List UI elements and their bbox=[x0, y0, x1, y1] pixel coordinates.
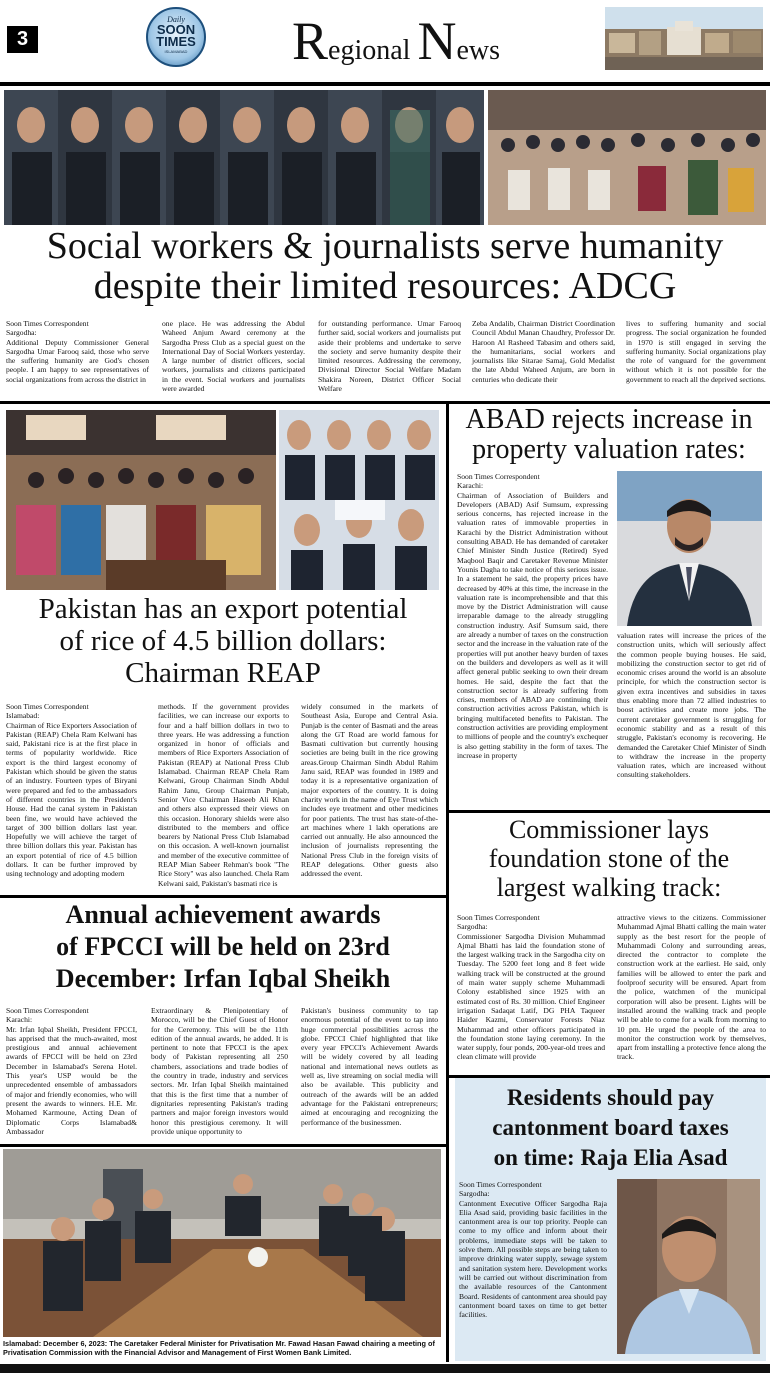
article4-col1 bbox=[457, 913, 605, 1062]
article5-headline-line1: Annual achievement awards bbox=[65, 900, 381, 929]
article1-text-col1: Additional Deputy Commissioner General Sargodha Umar Farooq said, those who serve the suffering humanity are God's chosen people. I am happy to see representatives of social organizations from across the district in bbox=[6, 337, 149, 384]
article3-headline-line1: ABAD rejects increase in bbox=[465, 404, 753, 435]
article6-byline: Soon Times Correspondent bbox=[459, 1180, 542, 1189]
article4-headline bbox=[452, 815, 766, 902]
article1-col3: for outstanding performance. Umar Farooq further said, social workers and journalists put aside their problems and undertake to serve the society and serve humanity despite their limited resources. Addressing the ceremony, Divisional Director Social Welfare Madam Shakira Noreen, District Officer Social Welfare bbox=[318, 319, 461, 394]
article1-col2: one place. He was addressing the Abdul Waheed Anjum Award ceremony at the Sargodha Press Club as a special guest on the International Day of Social Workers yesterday. A large number of district officers, social workers, journalists and citizens participated in the event. Social workers and journalists were awarded bbox=[162, 319, 305, 394]
article4-headline-line1: Commissioner lays bbox=[508, 815, 710, 844]
reap-officials-photo bbox=[279, 410, 439, 590]
article3-byline: Soon Times Correspondent bbox=[457, 472, 540, 481]
article1-col4: Zeba Andalib, Chairman District Coordination Council Abdul Manan Chaudhry, Professor Dr. Haroon Al Rasheed Tabasim and others said, the humanitarians, social workers and journalists like Sitarae Samaj, Gold Medalist the late Abdul Waheed Anjum, are born in centuries who dedicate their bbox=[472, 319, 615, 384]
article3-col2: valuation rates will increase the prices of the construction units, which will seriously affect the common people buying houses. He said, mobilizing the construction sector to get rid of economic crises around the world is an absolute principle, for which the construction sector is given extra incentives and subsidies in taxes thus enabling more than 72 allied industries to boost activities and create more jobs. The current caretaker government is struggling for economic stability and as a result of this struggle, Pakistan's economy is recovering. He demanded the Caretaker Chief Minister of Sindh to withdraw the increase in the property valuation rates, which are increased without consulting stakeholders. bbox=[617, 631, 766, 780]
asif-sumsum-portrait bbox=[617, 471, 762, 626]
article2-byline: Soon Times Correspondent bbox=[6, 702, 89, 711]
article3-dateline: Karachi: bbox=[457, 481, 484, 491]
article2-text-col1: Chairman of Rice Exporters Association of Pakistan (REAP) Chela Ram Kelwani has said, Pakistani rice is at the first place in terms of popularity worldwide. Rice export is the third largest economy of Pakistan which should be given the status of an industry. Fourteen types of Biryani were prepared and fed to the ambassadors of different countries in the President's House. Had the canal system in Pakistan been fine, we would have achieved the target of 300 billion dollars last year. Hopefully we will achieve the target of three billion dollars this year. Pakistan has an export potential of rice of 4.5 billion dollars. It can be further improved by using technology and adopting modern bbox=[6, 720, 137, 879]
article1-headline-line1: Social workers & journalists serve humanity bbox=[46, 225, 724, 267]
newspaper-logo bbox=[146, 7, 206, 67]
article3-headline-line2: property valuation rates: bbox=[472, 434, 746, 465]
article2-col2: methods. If the government provides facilities, we can increase our exports to four and a half billion dollars in two to three years. He was addressing a function organized in honor of officials and members of Rice Exporters Association of Pakistan (REAP) at National Press Club Islamabad. Chairman REAP Chela Ram Kelwani, Group Chairman Sindh Abdul Rahim Janu, Group Chairman Punjab, Senior Vice Chairman Haseeb Ali Khan and others also expressed their views on this occasion. Honorary shields were also distributed to the members and office bearers by National Press Club Islamabad on this occasion. A well-known journalist and member of the executive committee of REAP Mian Sabeer Rehman's book "The Rice Story" was also launched. Chela Ram Kelwani said, Pakistan's basmati rice is bbox=[158, 702, 289, 888]
article1-col5: lives to suffering humanity and social progress. The social organization he founded in 1970 is still engaged in serving the suffering humanity. Social organizations play the role of vanguard for the government without which it is not possible for the government to reach all the deprived sections. bbox=[626, 319, 766, 384]
rule-below-article2 bbox=[0, 895, 446, 898]
raja-elia-asad-portrait bbox=[617, 1179, 760, 1354]
article3-col1 bbox=[457, 472, 608, 760]
section-title-part2: ews bbox=[456, 35, 500, 66]
logo-daily: Daily bbox=[167, 15, 185, 24]
article5-col1 bbox=[6, 1006, 137, 1136]
article3-headline bbox=[452, 405, 766, 465]
logo-times: TIMES bbox=[156, 34, 196, 49]
article1-byline: Soon Times Correspondent bbox=[6, 319, 89, 328]
masthead-rule bbox=[0, 82, 770, 86]
article1-col1 bbox=[6, 319, 149, 384]
speakers-photo-strip bbox=[4, 90, 484, 225]
article4-col2: attractive views to the citizens. Commissioner Muhammad Ajmal Bhatti calling the main water supply as the best resort for the people of Muhammadi Colony and surrounding areas, directed the contractor to complete the construction work at the earliest. He said, only families will be allowed to enter the park and foolproof security will be ensured. Apart from the police, watchmen of the municipal corporation will also be present. Lights will be installed around the walking track and people will be able to come for a walk from morning to 10 pm. He urged the people of the area to monitor the construction work by themselves, apart from installing a protective fence along the track. bbox=[617, 913, 766, 1062]
column-divider bbox=[446, 404, 449, 1362]
article6-headline-line1: Residents should pay bbox=[506, 1085, 715, 1110]
reap-event-photo bbox=[6, 410, 276, 590]
section-title-part1: egional bbox=[328, 35, 418, 66]
article6-headline-line2: cantonment board taxes bbox=[492, 1115, 729, 1140]
article6-headline bbox=[458, 1083, 763, 1173]
photo-caption: Islamabad: December 6, 2023: The Caretaker Federal Minister for Privatisation Mr. Fawad Hasan Fawad chairing a meeting of Privatisation Commission with the Financial Advisor and Management of First Women Bank Limited. bbox=[3, 1339, 435, 1357]
privatisation-meeting-photo bbox=[3, 1149, 441, 1337]
page-number: 3 bbox=[7, 26, 38, 53]
article5-text-col1: Mr. Irfan Iqbal Sheikh, President FPCCI, has apprised that the much-awaited, most prestigious and annual achievement awards of FPCCI will be held on 23rd December in Islamabad's Serena Hotel. This year's USP would be the unprecedented ensemble of ambassadors of major and friendly economies, who will present the awards to winners. H.E. Mr. Mohamed Karmoune, Acting Dean of Diplomatic Corps Islamabad& Ambassador bbox=[6, 1024, 137, 1136]
article5-dateline: Karachi: bbox=[6, 1015, 33, 1025]
article4-dateline: Sargodha: bbox=[457, 922, 488, 932]
article4-byline: Soon Times Correspondent bbox=[457, 913, 540, 922]
article4-headline-line2: foundation stone of the bbox=[488, 844, 730, 873]
article2-col1 bbox=[6, 702, 137, 879]
article5-col3: Pakistan's business community to tap enormous potential of the event to tap into huge commercial possibilities across the globe. FPCCI Chief highlighted that like every year FPCCI's Achievement Awards will be widely covered by all leading national and international news outlets as well as, live streaming on social media will also be available. This publicity and outreach of the awards will be an added advantage for the Pakistani entrepreneurs; aimed at encouraging and recognizing the performance of the businessmen. bbox=[301, 1006, 438, 1127]
article6-text: Cantonment Executive Officer Sargodha Raja Elia Asad said, providing basic facilities in the cantonment area is our top priority. People can come to my office and inform about their problems, immediate steps will be taken to solve them. All possible steps are being taken to improve drinking water supply, sewage system and sanitation system here. Development works will be carried out without discrimination from the available resources of the Cantonment Board. Residents of cantonment area should pay cantonment board taxes on time to get better facilities. bbox=[459, 1198, 607, 1320]
article4-headline-line3: largest walking track: bbox=[496, 873, 722, 902]
section-title-initial-n: N bbox=[417, 11, 457, 71]
page-footer-bar bbox=[0, 1364, 770, 1373]
article3-text-col1: Chairman of Association of Builders and Developers (ABAD) Asif Sumsum, expressing serious concerns, has rejected increase in the valuation rates of immovable properties in Karachi by the District Administration without consulting ABAD. He has demanded of caretaker Chief Minister Sindh Justice (Retired) Syed Maqbool Baqir and Caretaker Revenue Minister Younis Dagha to take notice of this serious issue. In a statement he said, the property prices have decreased by 40% at this time, the increase in the valuation rate is incomprehensible and that this move by the District Administration will cause irreparable damage to the already struggling construction industry. Asif Sumsum said, there are already a number of taxes on the construction sector and the increase in the valuation rate of the properties will put another heavy burden of taxes on the builders and developers as well as it will affect general public seeking to own their dream homes. He said, despite the fact that the construction sector is already suffering from crises, members of ABAD are continuing their construction activities across Pakistan, which is bringing multifaceted benefits to Pakistan. The construction activities are providing employment to millions of people and the country's exchequer is also getting stability in the form of taxes. The increase in property bbox=[457, 490, 608, 760]
article2-headline-line3: Chairman REAP bbox=[125, 657, 321, 689]
logo-soon: SOON bbox=[156, 22, 196, 37]
article5-headline-line2: of FPCCI will be held on 23rd bbox=[56, 932, 390, 961]
article6-dateline: Sargodha: bbox=[459, 1189, 490, 1199]
article1-headline-line2: despite their limited resources: ADCG bbox=[93, 265, 677, 307]
rule-below-article3 bbox=[449, 810, 770, 813]
rule-below-article5 bbox=[0, 1144, 446, 1147]
section-title-initial-r: R bbox=[292, 11, 329, 71]
audience-photo bbox=[488, 90, 766, 225]
article1-dateline: Sargodha: bbox=[6, 328, 37, 338]
article5-headline-line3: December: Irfan Iqbal Sheikh bbox=[55, 964, 391, 993]
article5-byline: Soon Times Correspondent bbox=[6, 1006, 89, 1015]
article2-col3: widely consumed in the markets of Southeast Asia, Europe and Central Asia. Punjab is the center of Basmati and the areas along the GT Road are world famous for Basmati cultivation but currently housing societies are being built in the rice growing areas.Group Chairman Sindh Abdul Rahim Janu said, REAP was founded in 1989 and today it is a representative organization of major exporters of the country. It is doing charity work in the name of Eye Trust which includes eye treatment and other medicines for poor patients. The trust has state-of-the-art machines where 1 lakh operations are carried out annually. He also announced the inclusion of journalists representing the National Press Club in the foreign visits of REAP delegations. Other guests also addressed the event. bbox=[301, 702, 438, 879]
article1-headline bbox=[4, 226, 766, 306]
logo-city: ISLAMABAD bbox=[164, 49, 188, 54]
header-city-photo bbox=[605, 7, 763, 70]
article5-col2: Extraordinary & Plenipotentiary of Morocco, will be the Chief Guest of Honor for the Ceremony. This will be the 11th edition of the annual awards, he added. It is pertinent to note that FPCCI is the apex body of Pakistan representing all 250 chambers, associations and trade bodies of the country in trade, industry and services sectors. Mr. Irfan Iqbal Sheikh maintained that this is the first time that a number of dignitaries representing Pakistan's trading partners and major foreign investors would honor this prestigious ceremony. It will provide unique opportunity to bbox=[151, 1006, 288, 1136]
article2-dateline: Islamabad: bbox=[6, 711, 40, 721]
article6-headline-line3: on time: Raja Elia Asad bbox=[493, 1145, 728, 1170]
article6-col1 bbox=[459, 1180, 607, 1319]
article5-headline bbox=[4, 899, 442, 995]
article2-headline bbox=[4, 593, 442, 689]
article2-headline-line1: Pakistan has an export potential bbox=[38, 593, 408, 625]
article2-headline-line2: of rice of 4.5 billion dollars: bbox=[59, 625, 387, 657]
article4-text-col1: Commissioner Sargodha Division Muhammad Ajmal Bhatti has laid the foundation stone of the largest walking track in the Sargodha city on Tuesday. The 5200 feet long and 8 feet wide walking track will be constructed at the ground of main water supply scheme Muhammadi Colony established since 1925 with an estimated cost of Rs. 30 million. Chief Engineer irrigation Sadaqat Latif, DG PHA Taqueer Haider Kazmi, Conservator Forests Niaz Muhammad and other officers participated in the foundation stone laying ceremony. In the water supply, four ponds, 200-year-old trees and clean climate will provide bbox=[457, 931, 605, 1062]
section-title bbox=[292, 10, 592, 70]
